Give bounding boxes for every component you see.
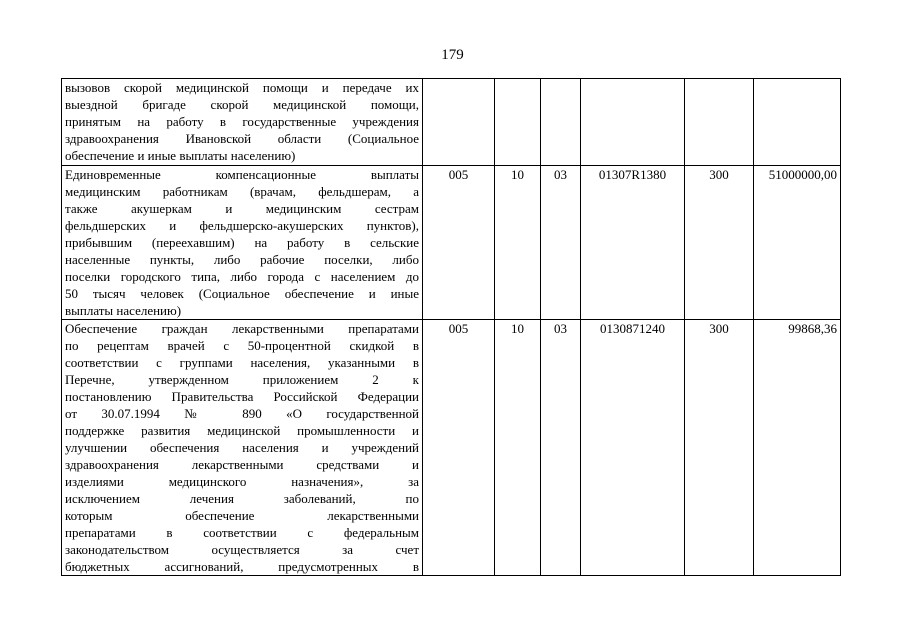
description-line: выездной бригаде скорой медицинской помощи, <box>65 97 419 112</box>
description-line: исключением лечения заболеваний, по <box>65 491 419 506</box>
table-row <box>62 79 841 166</box>
section-code: 10 <box>495 166 541 320</box>
description-line: бюджетных ассигнований, предусмотренных в <box>65 559 419 574</box>
description-line: препаратами в соответствии с федеральным <box>65 525 419 540</box>
description-line: вызовов скорой медицинской помощи и передаче их <box>65 80 419 95</box>
target-article-code: 0130871240 <box>581 320 685 576</box>
description-line: соответствии с группами населения, указанными в <box>65 355 419 370</box>
description-line: поселки городского типа, либо города с населением до <box>65 269 419 284</box>
expense-type-code: 300 <box>685 320 754 576</box>
description-line: постановлению Правительства Российской Федерации <box>65 389 419 404</box>
row-description <box>62 166 423 320</box>
description-line: прибывшим (переехавшим) на работу в сельские <box>65 235 419 250</box>
section-code: 10 <box>495 320 541 576</box>
description-line: фельдшерских и фельдшерско-акушерских пунктов), <box>65 218 419 233</box>
amount <box>754 79 841 166</box>
description-line: здравоохранения лекарственными средствами и <box>65 457 419 472</box>
description-line: 50 тысяч человек (Социальное обеспечение и иные <box>65 286 419 301</box>
ministry-code <box>423 79 495 166</box>
description-line: Обеспечение граждан лекарственными препаратами <box>65 321 419 336</box>
subsection-code: 03 <box>541 166 581 320</box>
budget-table <box>61 78 841 576</box>
description-line: улучшении обеспечения населения и учреждений <box>65 440 419 455</box>
expense-type-code <box>685 79 754 166</box>
description-line: населенные пункты, либо рабочие поселки, либо <box>65 252 419 267</box>
description-line: принятым на работу в государственные учреждения <box>65 114 419 129</box>
description-line: здравоохранения Ивановской области (Социальное <box>65 131 419 146</box>
subsection-code: 03 <box>541 320 581 576</box>
table-row <box>62 166 841 320</box>
description-line: которым обеспечение лекарственными <box>65 508 419 523</box>
description-line: законодательством осуществляется за счет <box>65 542 419 557</box>
amount: 99868,36 <box>754 320 841 576</box>
description-line: Единовременные компенсационные выплаты <box>65 167 419 182</box>
description-line: поддержке развития медицинской промышленности и <box>65 423 419 438</box>
description-line: по рецептам врачей с 50-процентной скидкой в <box>65 338 419 353</box>
description-line: от 30.07.1994 № 890 «О государственной <box>65 406 419 421</box>
description-line: изделиями медицинского назначения», за <box>65 474 419 489</box>
description-line: также акушеркам и медицинским сестрам <box>65 201 419 216</box>
section-code <box>495 79 541 166</box>
description-line: медицинским работникам (врачам, фельдшерам, а <box>65 184 419 199</box>
page-number: 179 <box>441 47 464 63</box>
target-article-code: 01307R1380 <box>581 166 685 320</box>
amount: 51000000,00 <box>754 166 841 320</box>
ministry-code: 005 <box>423 320 495 576</box>
row-description <box>62 320 423 576</box>
description-line: выплаты населению) <box>65 303 182 318</box>
target-article-code <box>581 79 685 166</box>
subsection-code <box>541 79 581 166</box>
description-line: обеспечение и иные выплаты населению) <box>65 148 296 163</box>
ministry-code: 005 <box>423 166 495 320</box>
description-line: Перечне, утвержденном приложением 2 к <box>65 372 419 387</box>
row-description <box>62 79 423 166</box>
table-row <box>62 320 841 576</box>
expense-type-code: 300 <box>685 166 754 320</box>
